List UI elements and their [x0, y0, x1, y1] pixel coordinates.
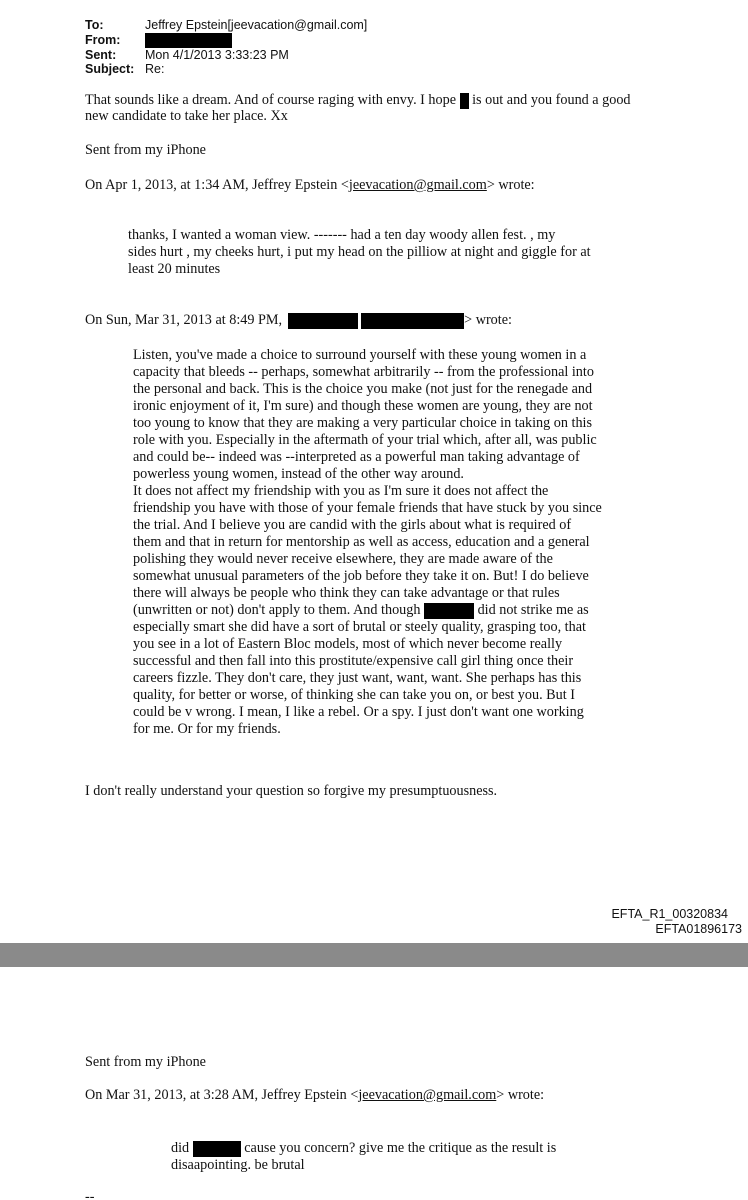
- redaction-box: [145, 33, 232, 48]
- quote2-line: careers fizzle. They don't care, they just want, want, want. She perhaps has this: [133, 670, 582, 686]
- quote2-line: capacity that bleeds -- perhaps, somewhat arbitrarily -- from the professional into: [133, 364, 594, 380]
- quote2-header: On Sun, Mar 31, 2013 at 8:49 PM, > wrote:: [85, 312, 512, 328]
- quote2-line: the trial. And I believe you are candid with the girls about what is required of: [133, 517, 572, 533]
- quote2-line: successful and then fall into this prostitute/expensive call girl thing once their: [133, 653, 574, 669]
- quote3-header: On Mar 31, 2013, at 3:28 AM, Jeffrey Epstein <jeevacation@gmail.com> wrote:: [85, 1087, 545, 1103]
- sent-label: Sent:: [85, 48, 117, 62]
- email-link[interactable]: jeevacation@gmail.com: [348, 177, 487, 193]
- reply-line-2: new candidate to take her place. Xx: [85, 108, 288, 124]
- quote2-line: role with you. Especially in the aftermath of your trial which, after all, was public: [133, 432, 597, 448]
- redaction-box: [460, 93, 469, 109]
- subject-value: Re:: [145, 62, 165, 76]
- quote2-line: for me. Or for my friends.: [133, 721, 281, 737]
- quote2-line: friendship you have with those of your female friends that have stuck by you since: [133, 500, 602, 516]
- bates-stamp-primary: EFTA_R1_00320834: [611, 907, 728, 921]
- redaction-box: [288, 313, 358, 329]
- bates-stamp-secondary: EFTA01896173: [655, 922, 742, 936]
- quote2-line: somewhat unusual parameters of the job before they take it on. But! I do believe: [133, 568, 589, 584]
- sent-from-signature: Sent from my iPhone: [85, 1054, 206, 1070]
- quote1-header: On Apr 1, 2013, at 1:34 AM, Jeffrey Epstein <jeevacation@gmail.com> wrote:: [85, 177, 535, 193]
- quote2-line: you see in a lot of Eastern Bloc models, most of which never become really: [133, 636, 563, 652]
- quote2-line: especially smart she did have a sort of brutal or steely quality, grasping too, that: [133, 619, 586, 635]
- quote3-line: disaapointing. be brutal: [171, 1157, 305, 1173]
- redaction-box: [193, 1141, 241, 1157]
- sent-value: Mon 4/1/2013 3:33:23 PM: [145, 48, 289, 62]
- closing-line: I don't really understand your question so forgive my presumptuousness.: [85, 783, 498, 799]
- to-label: To:: [85, 18, 104, 32]
- page-separator: [0, 943, 748, 967]
- document-page-2: [0, 967, 748, 1200]
- email-link[interactable]: jeevacation@gmail.com: [358, 1087, 497, 1103]
- subject-label: Subject:: [85, 62, 135, 76]
- to-value: Jeffrey Epstein[jeevacation@gmail.com]: [145, 18, 368, 32]
- quote2-line: could be v wrong. I mean, I like a rebel. Or a spy. I just don't want one working: [133, 704, 584, 720]
- quote2-line: It does not affect my friendship with you as I'm sure it does not affect the: [133, 483, 549, 499]
- quote1-line: thanks, I wanted a woman view. ------- had a ten day woody allen fest. , my: [128, 227, 556, 243]
- reply-line-1: That sounds like a dream. And of course raging with envy. I hope is out and you found a good: [85, 92, 631, 108]
- sent-from-signature: Sent from my iPhone: [85, 142, 206, 158]
- quote1-line: sides hurt , my cheeks hurt, i put my head on the pilliow at night and giggle for at: [128, 244, 591, 260]
- quote2-line: quality, for better or worse, of thinking she can take you on, or best you. But I: [133, 687, 575, 703]
- quote2-line: there will always be people who think they can take advantage or that rules: [133, 585, 560, 601]
- quote2-line: Listen, you've made a choice to surround yourself with these young women in a: [133, 347, 587, 363]
- quote2-line: powerless young women, instead of the other way around.: [133, 466, 464, 482]
- trailing-marker: --: [85, 1189, 95, 1200]
- quote2-line: them and that in return for mentorship as well as access, education and a general: [133, 534, 590, 550]
- quote2-line: (unwritten or not) don't apply to them. And though did not strike me as: [133, 602, 589, 618]
- quote1-line: least 20 minutes: [128, 261, 221, 277]
- quote2-line: polishing they would never receive elsewhere, they are made aware of the: [133, 551, 553, 567]
- from-label: From:: [85, 33, 121, 47]
- redaction-box: [424, 603, 474, 619]
- quote2-line: ironic enjoyment of it, I'm sure) and though these women are young, they are not: [133, 398, 593, 414]
- redaction-box: [361, 313, 464, 329]
- quote3-line: did cause you concern? give me the critique as the result is: [171, 1140, 557, 1156]
- quote2-line: too young to know that they are making a very particular choice in taking on this: [133, 415, 593, 431]
- quote2-line: and could be-- indeed was --interpreted as a powerful man taking advantage of: [133, 449, 580, 465]
- quote2-line: the personal and back. This is the choice you make (not just for the renegade and: [133, 381, 593, 397]
